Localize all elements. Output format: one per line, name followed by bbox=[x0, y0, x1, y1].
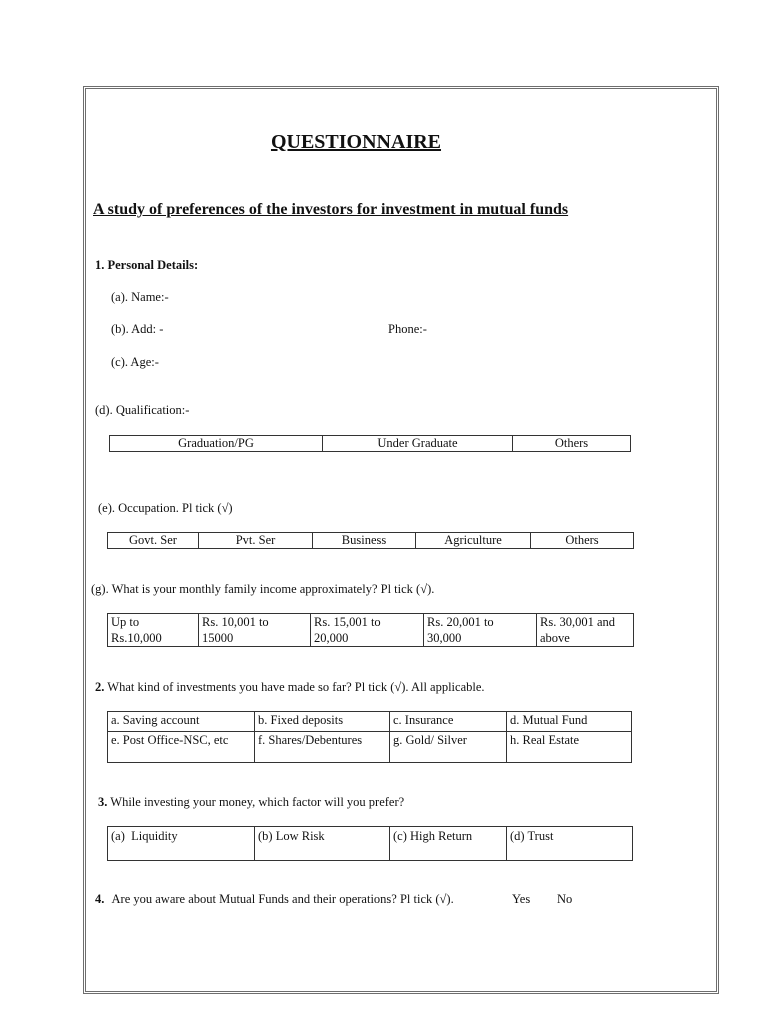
income-option-line: 15000 bbox=[202, 630, 234, 645]
income-option-line: Rs. 30,001 and bbox=[540, 615, 615, 629]
factor-option: (c) High Return bbox=[390, 827, 507, 861]
investment-option: c. Insurance bbox=[390, 712, 507, 732]
personal-details-heading: 1. Personal Details: bbox=[95, 258, 199, 272]
income-option-line: 30,000 bbox=[427, 630, 462, 645]
investment-option: f. Shares/Debentures bbox=[255, 732, 390, 763]
investment-option: h. Real Estate bbox=[507, 732, 632, 763]
question-text: Are you aware about Mutual Funds and their operations? Pl tick (√). bbox=[111, 892, 454, 906]
investment-option: g. Gold/ Silver bbox=[390, 732, 507, 763]
document-title: QUESTIONNAIRE bbox=[270, 131, 442, 153]
question-text: What kind of investments you have made so far? Pl tick (√). All applicable. bbox=[107, 680, 485, 694]
factor-option: (d) Trust bbox=[507, 827, 633, 861]
income-option bbox=[108, 614, 199, 647]
income-table bbox=[107, 613, 634, 647]
question-number: 2. bbox=[95, 680, 105, 694]
investments-table bbox=[107, 711, 632, 763]
qualification-option: Under Graduate bbox=[323, 436, 513, 452]
question-3 bbox=[98, 794, 404, 810]
occupation-option: Business bbox=[313, 533, 416, 549]
question-4 bbox=[95, 891, 454, 907]
qualification-label: (d). Qualification:- bbox=[95, 403, 190, 417]
occupation-label: (e). Occupation. Pl tick (√) bbox=[98, 501, 233, 515]
income-option-line: Rs. 15,001 to bbox=[314, 615, 381, 629]
qualification-option: Others bbox=[513, 436, 631, 452]
income-option-line: Rs. 10,001 to bbox=[202, 615, 269, 629]
name-label: (a). Name:- bbox=[111, 290, 169, 304]
income-option-line: Rs.10,000 bbox=[111, 630, 162, 645]
question-number: 4. bbox=[95, 892, 105, 906]
factors-table bbox=[107, 826, 633, 861]
income-option-line: Rs. 20,001 to bbox=[427, 615, 494, 629]
investment-option: b. Fixed deposits bbox=[255, 712, 390, 732]
phone-label: Phone:- bbox=[388, 322, 427, 336]
investment-option: a. Saving account bbox=[108, 712, 255, 732]
question-2 bbox=[95, 679, 485, 695]
question-text: While investing your money, which factor will you prefer? bbox=[110, 795, 405, 809]
income-option-line: above bbox=[540, 630, 570, 645]
income-option bbox=[537, 614, 634, 647]
occupation-option: Govt. Ser bbox=[108, 533, 199, 549]
qualification-table bbox=[109, 435, 631, 452]
answer-no: No bbox=[557, 892, 573, 906]
investment-option: d. Mutual Fund bbox=[507, 712, 632, 732]
investment-option: e. Post Office-NSC, etc bbox=[108, 732, 255, 763]
income-option-line: Up to bbox=[111, 615, 140, 629]
answer-yes: Yes bbox=[512, 892, 531, 906]
income-option bbox=[311, 614, 424, 647]
income-label: (g). What is your monthly family income approximately? Pl tick (√). bbox=[91, 582, 435, 596]
occupation-table bbox=[107, 532, 634, 549]
age-label: (c). Age:- bbox=[111, 355, 159, 369]
factor-option: (b) Low Risk bbox=[255, 827, 390, 861]
occupation-option: Agriculture bbox=[416, 533, 531, 549]
income-option bbox=[199, 614, 311, 647]
occupation-option: Others bbox=[531, 533, 634, 549]
qualification-option: Graduation/PG bbox=[110, 436, 323, 452]
question-number: 3. bbox=[98, 795, 108, 809]
address-label: (b). Add: - bbox=[111, 322, 164, 336]
factor-option: (a) Liquidity bbox=[108, 827, 255, 861]
income-option-line: 20,000 bbox=[314, 630, 349, 645]
document-subtitle: A study of preferences of the investors for investment in mutual funds bbox=[93, 201, 569, 218]
occupation-option: Pvt. Ser bbox=[199, 533, 313, 549]
income-option bbox=[424, 614, 537, 647]
